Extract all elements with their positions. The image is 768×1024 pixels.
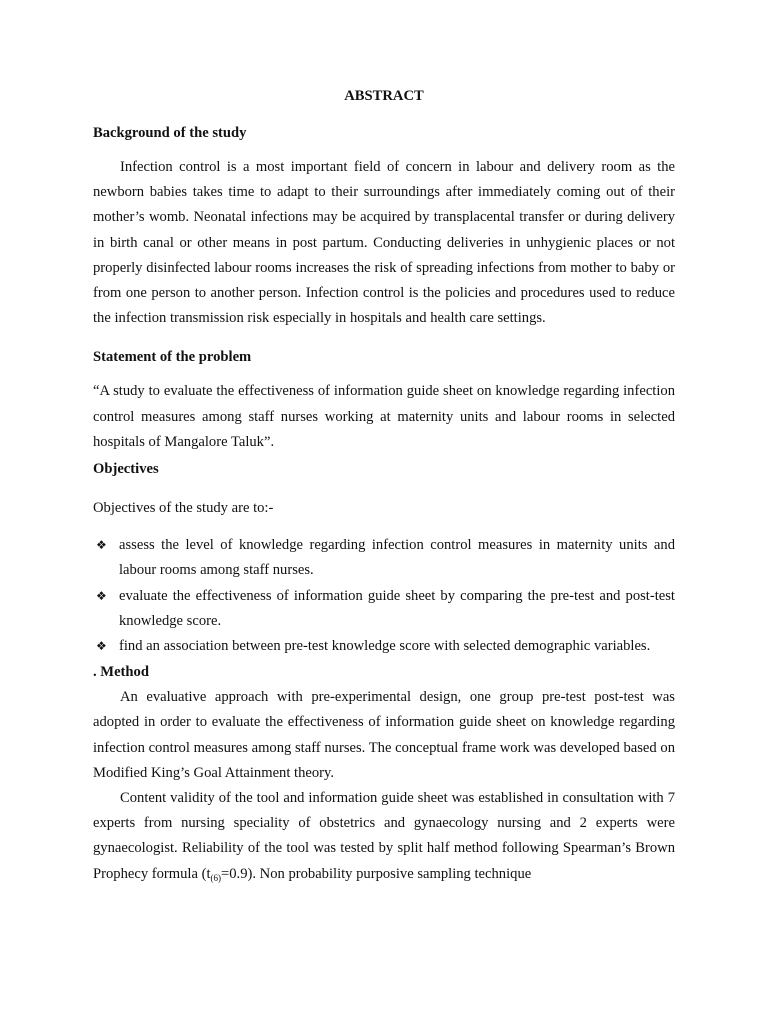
diamond-bullet-icon: ❖ [96, 639, 107, 654]
list-item [93, 533, 675, 583]
diamond-bullet-icon: ❖ [96, 588, 107, 603]
objective-text: assess the level of knowledge regarding infection control measures in maternity units and labour rooms among staff nurses. [119, 537, 675, 579]
method-paragraph-2-text-end: =0.9). Non probability purposive sampling technique [221, 865, 532, 882]
objective-text: evaluate the effectiveness of information guide sheet by comparing the pre-test and post-test knowledge score. [119, 587, 675, 629]
objectives-intro: Objectives of the study are to:- [93, 500, 274, 517]
list-item [93, 584, 675, 634]
objective-text: find an association between pre-test knowledge score with selected demographic variables. [119, 638, 651, 655]
problem-statement: “A study to evaluate the effectiveness of information guide sheet on knowledge regarding infection control measures among staff nurses working at maternity units and labour rooms in selected hospitals of Mangalore Taluk”. [93, 383, 675, 450]
method-paragraph-2-text: Content validity of the tool and information guide sheet was established in consultation with 7 experts from nursing speciality of obstetrics and gynaecology nursing and 2 experts were gynaecologist. Reliability of the tool was tested by split half method following Spearman’s Brown Prophecy formula (t [93, 790, 675, 882]
diamond-bullet-icon: ❖ [96, 538, 107, 553]
objectives-heading: Objectives [93, 461, 159, 478]
method-paragraph-2 [93, 786, 675, 887]
method-paragraph-1: An evaluative approach with pre-experimental design, one group pre-test post-test was adopted in order to evaluate the effectiveness of information guide sheet on knowledge regarding infection control measures among staff nurses. The conceptual frame work was developed based on Modified King’s Goal Attainment theory. [93, 689, 675, 781]
problem-heading: Statement of the problem [93, 349, 252, 366]
background-heading: Background of the study [93, 125, 247, 141]
objectives-list [93, 533, 675, 659]
list-item [93, 634, 675, 659]
t-subscript: (6) [210, 872, 222, 883]
abstract-title: ABSTRACT [344, 88, 424, 104]
background-paragraph: Infection control is a most important field of concern in labour and delivery room as the newborn babies takes time to adapt to their surroundings after immediately coming out of their mother’s womb. Neonatal infections may be acquired by transplacental transfer or during delivery in birth canal or other means in post partum. Conducting deliveries in unhygienic places or not properly disinfected labour rooms increases the risk of spreading infections from mother to baby or from one person to another person. Infection control is the policies and procedures used to reduce the infection transmission risk especially in hospitals and health care settings. [93, 159, 675, 327]
document-page [93, 86, 675, 887]
method-heading: . Method [93, 664, 149, 681]
